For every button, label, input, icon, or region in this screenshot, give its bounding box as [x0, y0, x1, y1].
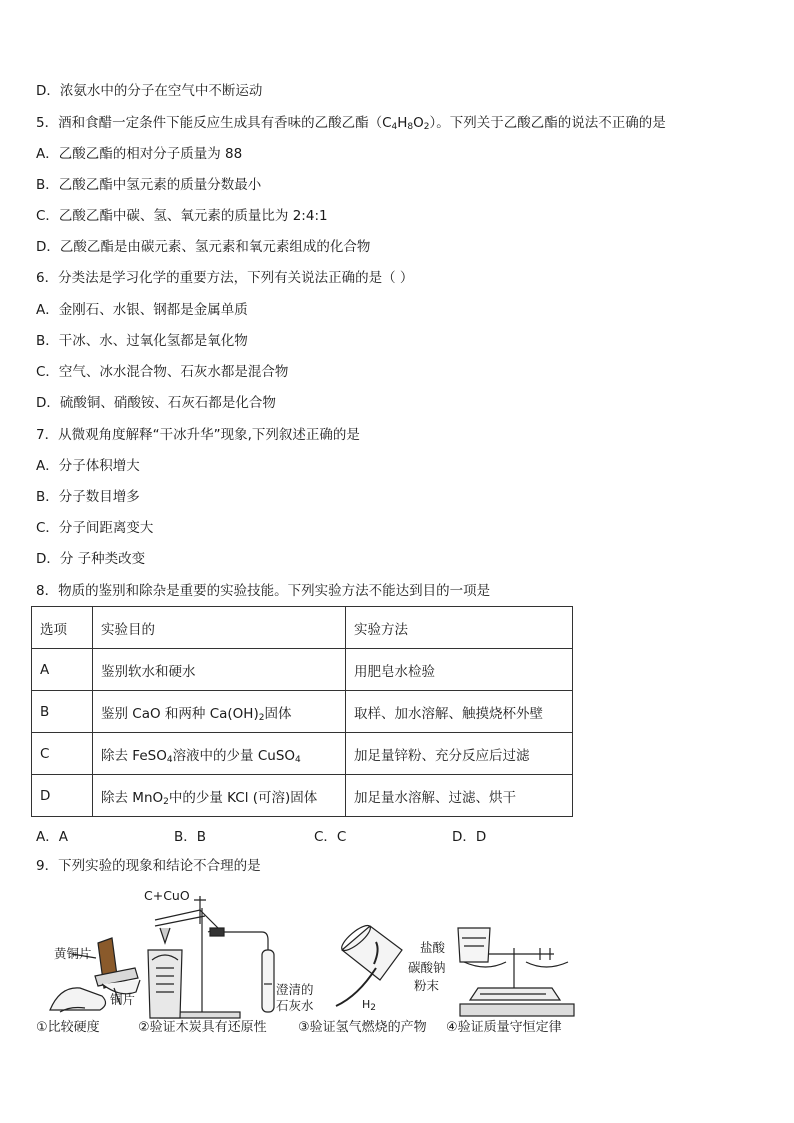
row-goal — [93, 775, 346, 817]
caption-3: ③验证氢气燃烧的产物 — [298, 1020, 427, 1035]
experiment-figures — [36, 888, 580, 1040]
goal-text: 固体 — [264, 705, 292, 722]
goal-text: 中的少量 KCl (可溶)固体 — [168, 789, 318, 806]
formula-sub: 4 — [166, 754, 173, 765]
hydrogen-combustion-illustration — [336, 922, 402, 1006]
q7-option-b: B．分子数目增多 — [36, 489, 140, 505]
answer-b: B．B — [174, 829, 207, 845]
reduction-apparatus-illustration — [148, 896, 274, 1018]
q6-option-c: C．空气、冰水混合物、石灰水都是混合物 — [36, 364, 289, 380]
label-soda-1: 碳酸钠 — [408, 960, 446, 975]
label-h2-element: H — [362, 998, 371, 1011]
table-row — [32, 691, 573, 733]
q6-option-d: D．硫酸铜、硝酸铵、石灰石都是化合物 — [36, 395, 276, 411]
goal-text: 除去 FeSO — [101, 747, 167, 764]
goal-text: 鉴别 CaO 和两种 Ca(OH) — [101, 705, 259, 722]
row-goal — [93, 733, 346, 775]
q5-option-b: B．乙酸乙酯中氢元素的质量分数最小 — [36, 177, 262, 193]
header-goal: 实验目的 — [93, 607, 346, 649]
goal-text: 溶液中的少量 CuSO — [172, 747, 296, 764]
experiment-table — [31, 606, 573, 817]
row-method: 加足量锌粉、充分反应后过滤 — [346, 733, 573, 775]
q6-option-a: A．金刚石、水银、钢都是金属单质 — [36, 302, 248, 318]
row-method: 加足量水溶解、过滤、烘干 — [346, 775, 573, 817]
label-brass: 黄铜片 — [54, 946, 92, 961]
label-h2 — [362, 998, 376, 1011]
mass-conservation-illustration — [458, 928, 574, 1016]
q7-option-a: A．分子体积增大 — [36, 458, 140, 474]
label-c-cuo: C+CuO — [144, 888, 190, 903]
formula-element: O — [413, 115, 424, 131]
caption-4: ④验证质量守恒定律 — [446, 1020, 562, 1035]
formula-sub: 2 — [258, 712, 265, 723]
formula-sub: 2 — [163, 796, 169, 807]
header-method: 实验方法 — [346, 607, 573, 649]
table-row — [32, 775, 573, 817]
formula-sub: 8 — [407, 122, 414, 132]
formula-sub: 4 — [391, 122, 398, 132]
answer-d: D．D — [452, 829, 487, 845]
q5-stem-part-b: ）。下列关于乙酸乙酯的说法不正确的是 — [429, 115, 666, 131]
caption-2: ②验证木炭具有还原性 — [138, 1020, 267, 1035]
goal-text: 除去 MnO — [101, 789, 164, 806]
caption-1: ①比较硬度 — [36, 1020, 100, 1035]
formula-sub: 4 — [295, 754, 301, 765]
label-limewater-2: 石灰水 — [276, 998, 314, 1013]
table-row — [32, 733, 573, 775]
row-goal — [93, 691, 346, 733]
row-option: D — [32, 775, 93, 817]
row-option: C — [32, 733, 93, 775]
row-goal: 鉴别软水和硬水 — [93, 649, 346, 691]
q6-stem: 6．分类法是学习化学的重要方法，下列有关说法正确的是（ ） — [36, 270, 414, 286]
label-limewater-1: 澄清的 — [276, 982, 314, 997]
q5-option-a: A．乙酸乙酯的相对分子质量为 88 — [36, 146, 243, 162]
q5-stem-part-a: 5．酒和食醋一定条件下能反应生成具有香味的乙酸乙酯（C — [36, 115, 392, 131]
formula-sub: 2 — [423, 122, 430, 132]
label-copper: 铜片 — [110, 992, 136, 1007]
header-option: 选项 — [32, 607, 93, 649]
table-header-row — [32, 607, 573, 649]
q4-option-d: D．浓氨水中的分子在空气中不断运动 — [36, 83, 263, 99]
row-method: 用肥皂水检验 — [346, 649, 573, 691]
q7-stem: 7．从微观角度解释“干冰升华”现象,下列叙述正确的是 — [36, 427, 360, 443]
q9-stem: 9．下列实验的现象和结论不合理的是 — [36, 858, 261, 874]
label-h2-sub: 2 — [370, 1003, 377, 1013]
q6-option-b: B．干冰、水、过氧化氢都是氧化物 — [36, 333, 248, 349]
row-method: 取样、加水溶解、触摸烧杯外壁 — [346, 691, 573, 733]
table-row — [32, 649, 573, 691]
answer-c: C．C — [314, 829, 347, 845]
q5-stem — [36, 114, 666, 136]
answer-a: A．A — [36, 829, 68, 845]
q8-stem: 8．物质的鉴别和除杂是重要的实验技能。下列实验方法不能达到目的一项是 — [36, 583, 491, 599]
formula-element: H — [397, 115, 408, 131]
q7-option-c: C．分子间距离变大 — [36, 520, 154, 536]
q5-option-c: C．乙酸乙酯中碳、氢、氧元素的质量比为 2:4:1 — [36, 208, 328, 224]
q5-option-d: D．乙酸乙酯是由碳元素、氢元素和氧元素组成的化合物 — [36, 239, 371, 255]
row-option: A — [32, 649, 93, 691]
row-option: B — [32, 691, 93, 733]
label-soda-2: 粉末 — [414, 978, 440, 993]
q7-option-d: D．分 子种类改变 — [36, 551, 146, 567]
label-acid: 盐酸 — [420, 940, 446, 955]
